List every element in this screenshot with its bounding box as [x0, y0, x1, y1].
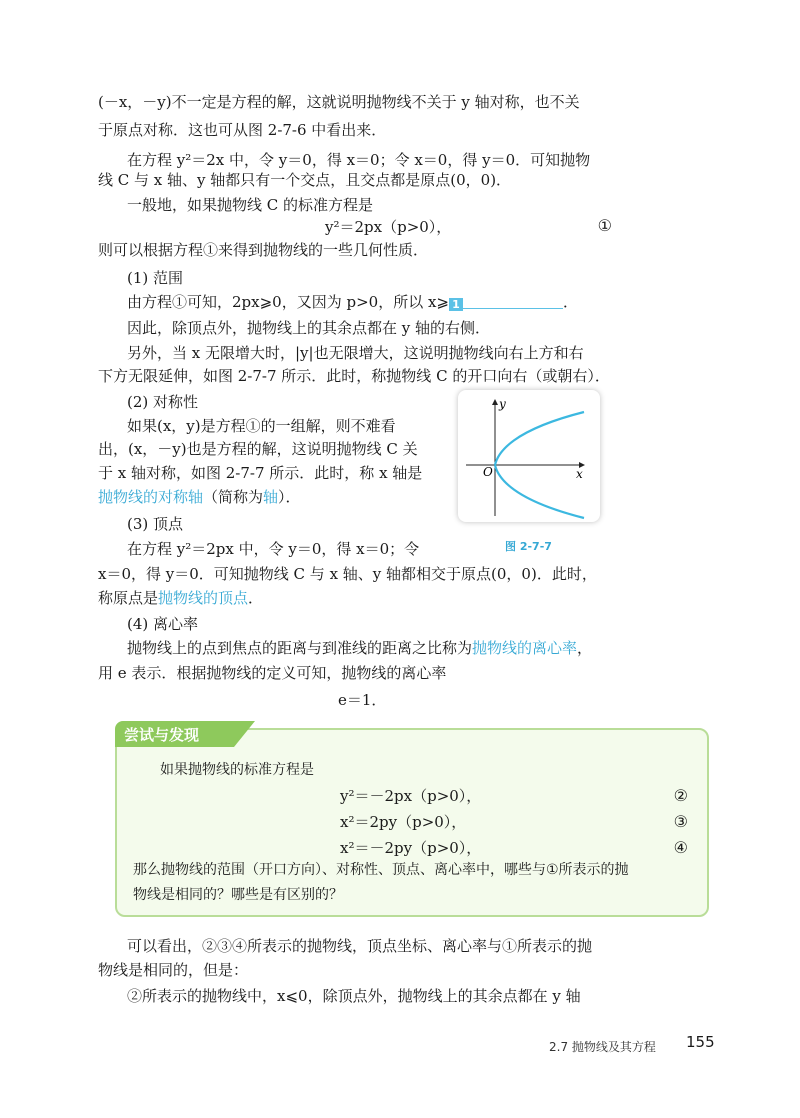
- page-number: 155: [686, 1033, 715, 1051]
- term-highlight: 轴: [263, 488, 279, 506]
- text-segment: ．: [248, 589, 264, 607]
- section-heading-symmetry: (2) 对称性: [127, 393, 199, 411]
- text-segment: ）．: [278, 488, 301, 506]
- text-segment: （简称为: [203, 488, 264, 506]
- blank-marker: 1: [449, 298, 463, 311]
- text-line: 线 C 与 x 轴、y 轴都只有一个交点，且交点都是原点(0，0)．: [98, 171, 512, 189]
- text-line: ②所表示的抛物线中，x⩽0，除顶点外，抛物线上的其余点都在 y 轴: [127, 987, 581, 1005]
- text-line: [127, 638, 592, 658]
- equation-number-3: ③: [673, 812, 688, 831]
- try-intro: 如果抛物线的标准方程是: [160, 762, 314, 778]
- try-question: 那么抛物线的范围（开口方向）、对称性、顶点、离心率中，哪些与①所表示的抛: [133, 862, 629, 878]
- text-line: 出，(x，－y)也是方程的解，这说明抛物线 C 关: [98, 440, 418, 458]
- text-line: x＝0，得 y＝0．可知抛物线 C 与 x 轴、y 轴都相交于原点(0，0)．此时，: [98, 565, 597, 583]
- text-segment: ．: [563, 293, 579, 311]
- text-line: [98, 588, 263, 608]
- section-heading-range: (1) 范围: [127, 269, 184, 287]
- text-line: 在方程 y²＝2px 中，令 y＝0，得 x＝0；令: [127, 540, 420, 558]
- equation-4: x²＝－2py（p>0），: [340, 839, 482, 857]
- text-line: 一般地，如果抛物线 C 的标准方程是: [127, 196, 374, 214]
- text-line: 用 e 表示．根据抛物线的定义可知，抛物线的离心率: [98, 664, 447, 682]
- fill-in-blank[interactable]: [463, 294, 563, 309]
- term-highlight: 抛物线的对称轴: [98, 488, 204, 506]
- equation-number-4: ④: [673, 838, 688, 857]
- text-line: 可以看出，②③④所表示的抛物线，顶点坐标、离心率与①所表示的抛: [127, 937, 593, 955]
- text-line: 于原点对称．这也可从图 2-7-6 中看出来．: [98, 121, 387, 139]
- figure-caption: 图 2-7-7: [505, 540, 552, 553]
- equation-number-1: ①: [597, 216, 612, 235]
- text-line: 因此，除顶点外，抛物线上的其余点都在 y 轴的右侧．: [127, 319, 491, 337]
- text-line: 于 x 轴对称，如图 2-7-7 所示．此时，称 x 轴是: [98, 464, 423, 482]
- x-axis-label: x: [576, 467, 583, 481]
- text-segment: 称原点是: [98, 589, 159, 607]
- text-line: [127, 292, 578, 312]
- text-line: (－x，－y)不一定是方程的解，这就说明抛物线不关于 y 轴对称，也不关: [98, 93, 580, 111]
- parabola-lower-branch: [495, 465, 584, 518]
- section-heading-eccentricity: (4) 离心率: [127, 615, 199, 633]
- equation-2: y²＝－2px（p>0），: [340, 787, 482, 805]
- text-segment: 由方程①可知，2px⩾0，又因为 p>0，所以 x⩾: [127, 293, 449, 311]
- parabola-figure: [458, 390, 600, 522]
- text-segment: 抛物线上的点到焦点的距离与到准线的距离之比称为: [127, 639, 473, 657]
- text-line: 在方程 y²＝2x 中，令 y＝0，得 x＝0；令 x＝0，得 y＝0．可知抛物: [127, 151, 591, 169]
- try-question: 物线是相同的？哪些是有区别的？: [133, 887, 343, 903]
- equation-3: x²＝2py（p>0），: [340, 813, 467, 831]
- figure-card: [458, 390, 600, 522]
- text-line: 下方无限延伸，如图 2-7-7 所示．此时，称抛物线 C 的开口向右（或朝右）．: [98, 367, 610, 385]
- term-highlight: 抛物线的顶点: [158, 589, 249, 607]
- equation-number-2: ②: [673, 786, 688, 805]
- equation-eccentricity: e＝1．: [338, 691, 387, 709]
- parabola-upper-branch: [495, 412, 584, 465]
- term-highlight: 抛物线的离心率: [472, 639, 578, 657]
- try-discover-title: 尝试与发现: [124, 726, 200, 744]
- text-line: 另外，当 x 无限增大时，|y|也无限增大，这说明抛物线向右上方和右: [127, 344, 584, 362]
- text-segment: ，: [577, 639, 593, 657]
- text-line: 如果(x，y)是方程①的一组解，则不难看: [127, 417, 396, 435]
- section-footer: 2.7 抛物线及其方程: [549, 1040, 656, 1054]
- text-line: 则可以根据方程①来得到抛物线的一些几何性质．: [98, 241, 429, 259]
- y-axis-label: y: [499, 397, 506, 411]
- equation-1: y²＝2px（p>0），: [325, 218, 452, 236]
- text-line: 物线是相同的，但是：: [98, 961, 249, 979]
- text-line: [98, 487, 301, 507]
- section-heading-vertex: (3) 顶点: [127, 515, 184, 533]
- origin-label: O: [483, 465, 493, 479]
